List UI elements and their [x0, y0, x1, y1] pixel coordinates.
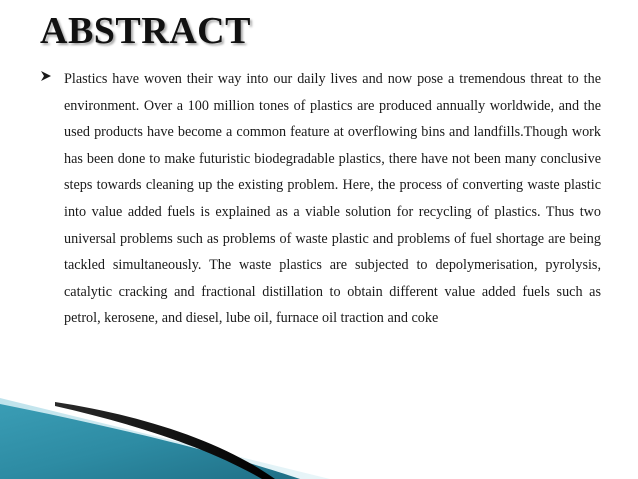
decor-dark-swoosh — [55, 402, 275, 479]
arrowhead-bullet-icon — [40, 70, 52, 82]
decor-light-band — [0, 398, 330, 479]
slide-title: ABSTRACT — [40, 10, 251, 52]
abstract-paragraph: Plastics have woven their way into our daily lives and now pose a tremendous threat to the environment. Over a 100 million tones of plastics are produced annually worldwide, and the used products have become a common feature at overflowing bins and landfills.Though work has been done to make futuristic biodegradable plastics, there have not been many conclusive steps towards cleaning up the existing problem. Here, the process of converting waste plastic into value added fuels is explained as a viable solution for recycling of plastics. Thus two universal problems such as problems of waste plastic and problems of fuel shortage are being tackled simultaneously. The waste plastics are subjected to depolymerisation, pyrolysis, catalytic cracking and fractional distillation to obtain different value added fuels such as petrol, kerosene, and diesel, lube oil, furnace oil traction and coke — [64, 71, 601, 327]
decor-teal-band — [0, 404, 300, 479]
